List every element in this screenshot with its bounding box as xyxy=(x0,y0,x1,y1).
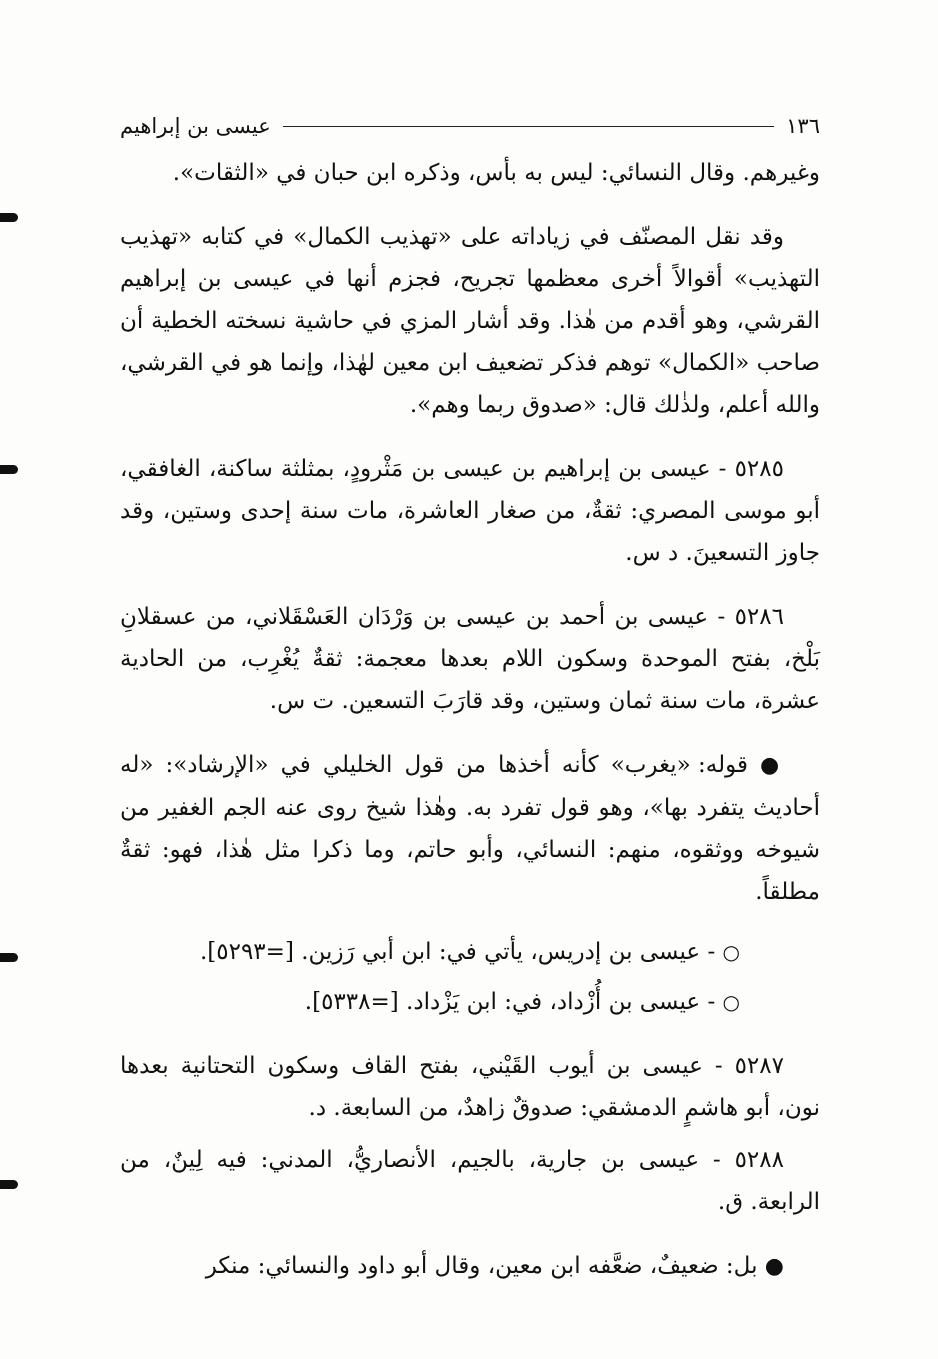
note-text: بل: ضعيفٌ، ضعَّفه ابن معين، وقال أبو داود والنسائي: منكر xyxy=(205,1253,758,1279)
header-rule xyxy=(283,126,774,127)
bullet-icon: ● xyxy=(760,753,785,778)
entry-5285: ٥٢٨٥ - عيسى بن إبراهيم بن عيسى بن مَثْرودٍ، بمثلثة ساكنة، الغافقي، أبو موسى المصري: ثقةٌ، من صغار العاشرة، مات سنة إحدى وستين، وقد جاوز التسعينَ. د س. xyxy=(120,456,821,566)
page-header xyxy=(120,108,820,144)
reference-text: - عيسى بن إدريس، يأتي في: ابن أبي رَزين. [=٥٢٩٣]. xyxy=(199,939,716,965)
paragraph-commentary: وقد نقل المصنّف في زياداته على «تهذيب الكمال» في كتابه «تهذيب التهذيب» أقوالاً أخرى معظمها تجريح، فجزم أنها في عيسى بن إبراهيم القرشي، وهو أقدم من هٰذا. وقد أشار المزي في حاشية نسخته الخطية أن صاحب «الكمال» توهم فذكر تضعيف ابن معين لهٰذا، وإنما هو في القرشي، والله أعلم، ولذٰلك قال: «صدوق ربما وهم». xyxy=(120,224,820,418)
running-title: عيسى بن إبراهيم xyxy=(120,114,271,138)
cross-reference xyxy=(120,931,820,973)
note-text: قوله: «يغرب» كأنه أخذها من قول الخليلي في «الإرشاد»: «له أحاديث يتفرد بها»، وهو قول تفرد به. وهٰذا شيخ روى عنه الجم الغفير من شيوخه ووثقوه، منهم: النسائي، وأبو حاتم، وما ذكرا مثل هٰذا، فهو: ثقةٌ مطلقاً. xyxy=(120,752,820,905)
margin-mark xyxy=(0,465,18,474)
margin-mark xyxy=(0,1180,18,1189)
reference-text: - عيسى بن أُزْداد، في: ابن يَزْداد. [=٥٣٣٨]. xyxy=(304,989,716,1015)
paragraph-continuation: وغيرهم. وقال النسائي: ليس به بأس، وذكره ابن حبان في «الثقات». xyxy=(172,160,820,186)
entry-5286: ٥٢٨٦ - عيسى بن أحمد بن عيسى بن وَرْدَان العَسْقَلاني، من عسقلانِ بَلْخ، بفتح الموحدة وسكون اللام بعدها معجمة: ثقةٌ يُغْرِب، من الحادية عشرة، مات سنة ثمان وستين، وقد قارَبَ التسعين. ت س. xyxy=(120,604,820,714)
cross-reference xyxy=(120,981,820,1023)
bullet-icon: ● xyxy=(764,1254,784,1279)
margin-mark xyxy=(0,953,18,962)
circle-icon: ○ xyxy=(722,990,740,1014)
circle-icon: ○ xyxy=(722,940,740,964)
margin-mark xyxy=(0,213,18,222)
book-page xyxy=(120,108,820,1288)
paragraph-note xyxy=(120,744,820,913)
entry-5287: ٥٢٨٧ - عيسى بن أيوب القَيْني، بفتح القاف وسكون التحتانية بعدها نون، أبو هاشمٍ الدمشقي: صدوقٌ زاهدٌ، من السابعة. د. xyxy=(120,1053,820,1121)
entry-5288: ٥٢٨٨ - عيسى بن جارية، بالجيم، الأنصاريُّ، المدني: فيه لِينٌ، من الرابعة. ق. xyxy=(120,1147,820,1215)
page-number: ١٣٦ xyxy=(786,114,820,138)
paragraph-note xyxy=(120,1245,820,1288)
